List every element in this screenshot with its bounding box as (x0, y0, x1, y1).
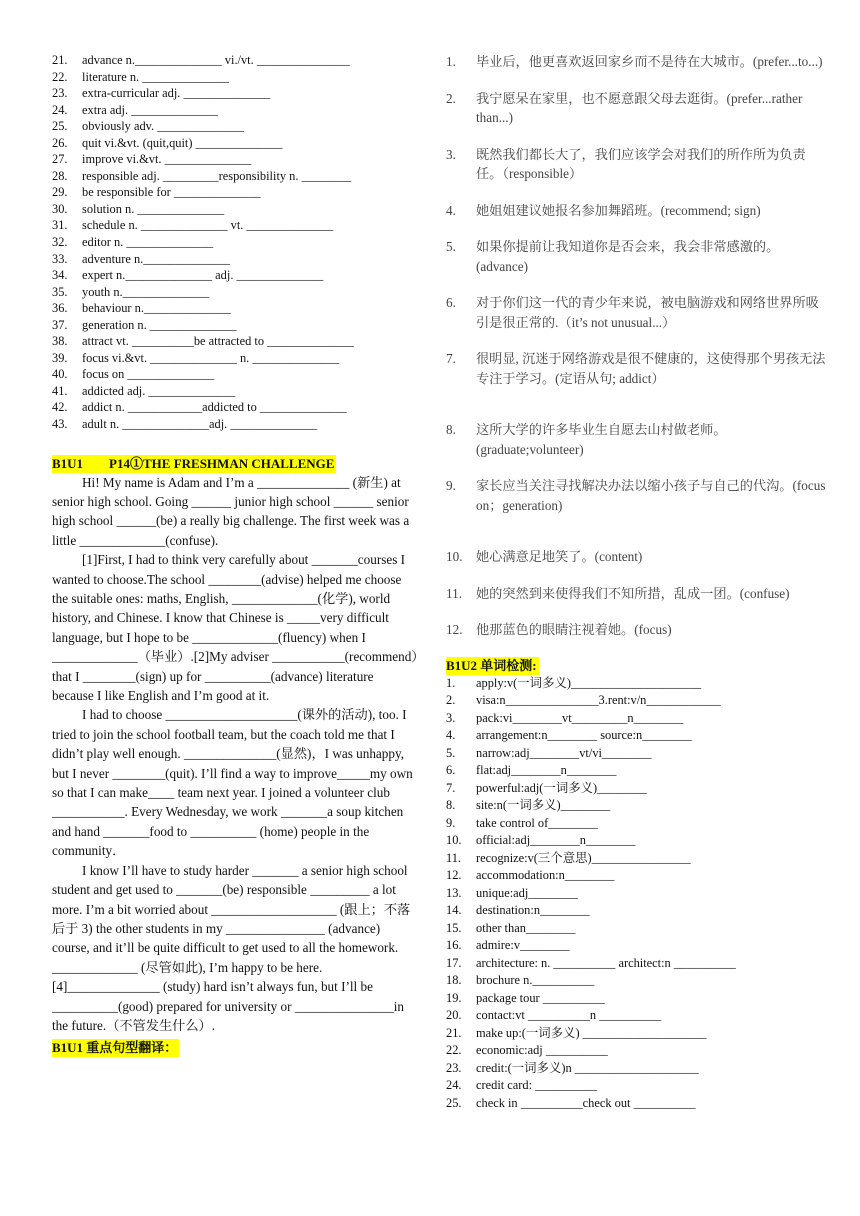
b1u2-vocab-item-number: 6. (446, 763, 456, 777)
passage-paragraph: Hi! My name is Adam and I’m a ______________ (新生) at senior high school. Going ______ junior high school ______ senior high school ______(be) a really big challenge. The first week was a little _____________(confuse). (52, 474, 410, 548)
vocab-item-number: 32. (52, 235, 68, 250)
vocab-item (52, 300, 418, 317)
b1u2-vocab-item-text: package tour __________ (476, 990, 605, 1005)
vocab-item-number: 30. (52, 201, 68, 216)
vocab-item (52, 317, 418, 334)
vocab-item-text: addict n. ____________addicted to ______________ (82, 400, 347, 415)
b1u2-vocab-item (446, 850, 826, 868)
translation-item-number: 1. (446, 54, 456, 69)
translation-item-text: 她的突然到来使得我们不知所措，乱成一团。(confuse) (476, 585, 790, 601)
b1u2-vocab-item (446, 692, 826, 710)
vocab-item (52, 69, 418, 86)
translation-item (446, 145, 826, 184)
translation-item-number: 8. (446, 422, 456, 437)
b1u2-vocab-item-text: powerful:adj(一词多义)________ (476, 780, 647, 795)
passage-body (52, 473, 418, 1036)
b1u2-vocab-item-number: 16. (446, 938, 462, 952)
vocab-item (52, 118, 418, 135)
b1u2-vocab-item (446, 902, 826, 920)
vocab-item-number: 33. (52, 251, 68, 266)
vocab-item-number: 28. (52, 168, 68, 183)
translation-item-text: 家长应当关注寻找解决办法以缩小孩子与自己的代沟。(focus on；generation) (476, 478, 826, 513)
vocab-item-text: addicted adj. ______________ (82, 383, 236, 398)
b1u2-vocab-item-number: 9. (446, 815, 456, 830)
b1u2-vocab-item-text: other than________ (476, 920, 576, 935)
vocab-item (52, 383, 418, 400)
b1u2-vocab-item (446, 920, 826, 938)
vocab-item-text: advance n.______________ vi./vt. _______________ (82, 53, 350, 67)
vocab-item-number: 36. (52, 301, 68, 316)
b1u2-vocab-item (446, 1025, 826, 1043)
vocab-item-number: 24. (52, 102, 68, 117)
b1u2-vocab-item-text: pack:vi________vt_________n________ (476, 710, 684, 725)
b1u2-vocab-item-text: arrangement:n________ source:n________ (476, 728, 692, 742)
vocab-item-text: responsible adj. _________responsibility n. ________ (82, 168, 352, 183)
vocab-item-number: 29. (52, 185, 68, 200)
vocab-item-number: 34. (52, 268, 68, 283)
b1u2-vocab-item-number: 13. (446, 885, 462, 900)
vocab-item-text: be responsible for ______________ (82, 185, 261, 200)
vocab-item-text: expert n.______________ adj. ______________ (82, 268, 324, 283)
translation-item-number: 5. (446, 239, 456, 254)
vocab-item-text: adult n. ______________adj. ______________ (82, 417, 318, 432)
b1u2-vocab-item-text: credit card: __________ (476, 1078, 598, 1092)
translation-item-text: 很明显, 沉迷于网络游戏是很不健康的，这使得那个男孩无法专注于学习。(定语从句; addict） (476, 351, 826, 386)
b1u2-vocab-item-number: 15. (446, 920, 462, 935)
b1u2-vocab-item-text: contact:vt __________n __________ (476, 1008, 662, 1022)
translation-item-number: 10. (446, 549, 463, 564)
translation-item-number: 2. (446, 90, 456, 106)
translation-item-number: 3. (446, 146, 456, 162)
b1u2-vocab-item (446, 937, 826, 955)
b1u2-vocab-item (446, 955, 826, 973)
vocab-item (52, 168, 418, 185)
vocab-item-number: 41. (52, 383, 68, 398)
left-column (52, 52, 418, 1057)
b1u2-vocab-item-text: destination:n________ (476, 903, 590, 917)
b1u2-vocab-item-number: 7. (446, 780, 456, 795)
translation-item-text: 毕业后，他更喜欢返回家乡而不是待在大城市。(prefer...to...) (476, 54, 823, 69)
translation-item-text: 她心满意足地笑了。(content) (476, 549, 643, 564)
translation-item-number: 9. (446, 478, 456, 493)
b1u2-vocab-item (446, 1077, 826, 1095)
b1u2-vocab-item-number: 23. (446, 1060, 462, 1075)
right-column (446, 52, 826, 1112)
vocab-item (52, 85, 418, 102)
b1u2-vocab-item (446, 762, 826, 780)
vocab-item-number: 25. (52, 119, 68, 134)
translation-item (446, 201, 826, 221)
b1u2-vocab-item-text: narrow:adj________vt/vi________ (476, 745, 652, 760)
b1u2-vocab-item-number: 19. (446, 990, 462, 1005)
b1u2-vocab-item (446, 797, 826, 815)
passage-paragraph: I had to choose ____________________(课外的活动), too. I tried to join the school football team, but the coach told me that I didn’t play well enough. ______________(显然)，I was unhappy, but I never ________(quit). I’ll find a way to improve_____my own so that I can make____ team next year. I joined a volunteer club ___________. Every Wednesday, we work _______a soup kitchen and hand _______food to __________ (home) people in the community． (52, 707, 413, 859)
translation-section-heading: B1U1 重点句型翻译： (52, 1040, 178, 1056)
vocab-item-text: editor n. ______________ (82, 235, 214, 250)
b1u2-vocab-item-text: architecture: n. __________ architect:n __________ (476, 955, 736, 970)
b1u2-vocab-item-text: admire:v________ (476, 938, 570, 952)
vocab-item (52, 333, 418, 350)
vocab-item-number: 42. (52, 400, 68, 415)
vocab-item (52, 234, 418, 251)
b1u2-vocab-item-text: take control of________ (476, 815, 598, 830)
b1u2-vocab-item (446, 990, 826, 1008)
b1u2-vocab-item (446, 710, 826, 728)
b1u2-vocab-item-text: credit:(一词多义)n ____________________ (476, 1060, 699, 1075)
vocab-item-number: 40. (52, 367, 68, 382)
vocab-item (52, 201, 418, 218)
translation-item (446, 584, 826, 604)
vocab-item-number: 26. (52, 135, 68, 150)
vocab-item-text: behaviour n.______________ (82, 301, 231, 316)
b1u2-vocab-item (446, 885, 826, 903)
vocab-item (52, 350, 418, 367)
translation-item-number: 4. (446, 202, 456, 218)
translation-item (446, 476, 826, 515)
b1u2-vocab-item-text: site:n(一词多义)________ (476, 798, 611, 812)
b1u2-vocab-item-text: recognize:v(三个意思)________________ (476, 850, 691, 865)
vocab-item-text: solution n. ______________ (82, 201, 225, 216)
vocab-item-number: 38. (52, 334, 68, 349)
b1u2-vocab-item-number: 22. (446, 1043, 462, 1057)
vocab-item (52, 416, 418, 433)
b1u2-vocab-item-text: apply:v(一词多义)_____________________ (476, 675, 702, 690)
b1u2-vocab-item-number: 10. (446, 833, 462, 847)
vocab-item (52, 217, 418, 234)
vocab-item-text: literature n. ______________ (82, 69, 229, 84)
b1u2-vocab-item-number: 21. (446, 1025, 462, 1040)
vocab-item (52, 184, 418, 201)
translation-item (446, 237, 826, 276)
b1u2-vocab-item-number: 2. (446, 693, 456, 707)
b1u2-vocab-item-number: 24. (446, 1078, 462, 1092)
vocab-list (52, 52, 418, 433)
b1u2-vocab-item-text: check in __________check out __________ (476, 1095, 696, 1110)
vocab-item (52, 102, 418, 119)
vocab-item (52, 366, 418, 383)
b1u2-vocab-item (446, 1095, 826, 1113)
translation-item-number: 11. (446, 585, 462, 601)
b1u2-vocab-item (446, 1007, 826, 1025)
vocab-item-number: 31. (52, 218, 68, 233)
translation-item (446, 420, 826, 459)
vocab-item-text: improve vi.&vt. ______________ (82, 152, 252, 167)
b1u2-vocab-item (446, 780, 826, 798)
b1u2-vocab-item-number: 8. (446, 798, 456, 812)
translation-item-text: 她姐姐建议她报名参加舞蹈班。(recommend; sign) (476, 202, 761, 218)
vocab-item (52, 151, 418, 168)
vocab-item-text: adventure n.______________ (82, 251, 230, 266)
b1u2-vocab-item (446, 1042, 826, 1060)
vocab-item-text: generation n. ______________ (82, 317, 237, 332)
translation-item-number: 12. (446, 622, 463, 637)
vocab-item-text: focus on ______________ (82, 367, 215, 382)
translation-item-number: 6. (446, 295, 456, 310)
passage-heading: B1U1 P14①THE FRESHMAN CHALLENGE (52, 455, 335, 471)
b1u2-vocab-item-number: 20. (446, 1008, 462, 1022)
vocab-item-text: obviously adv. ______________ (82, 119, 244, 134)
translation-item (446, 293, 826, 332)
vocab-item-number: 43. (52, 417, 68, 432)
translation-item-text: 这所大学的许多毕业生自愿去山村做老师。(graduate;volunteer) (476, 422, 727, 457)
vocab-item-text: schedule n. ______________ vt. ______________ (82, 218, 334, 233)
vocab-item-text: quit vi.&vt. (quit,quit) ______________ (82, 135, 283, 150)
vocab-item-number: 21. (52, 53, 68, 67)
b1u2-vocab-item (446, 815, 826, 833)
vocab-item-number: 37. (52, 317, 68, 332)
vocab-item (52, 135, 418, 152)
b1u2-vocab-item (446, 867, 826, 885)
translation-item-text: 既然我们都长大了，我们应该学会对我们的所作所为负责任。（responsible） (476, 146, 806, 181)
b1u2-vocab-list (446, 675, 826, 1113)
vocab-item-number: 39. (52, 350, 68, 365)
vocab-item-number: 22. (52, 69, 68, 84)
b1u2-vocab-item-text: make up:(一词多义) ____________________ (476, 1025, 707, 1040)
passage-paragraph: [1]First, I had to think very carefully about _______courses I wanted to choose.The school ________(advise) helped me choose the suitable ones: maths, English, _____________(化学), world history, and Chinese. I know that Chinese is _____very difficult language, but I hope to be _____________(fluency) when I _____________（毕业）.[2]My adviser ___________(recommend）that I ________(sign) up for __________(advance) literature because I like English and I’m good at it. (52, 552, 418, 704)
b1u2-vocab-item (446, 1060, 826, 1078)
b1u2-vocab-item-number: 11. (446, 850, 462, 865)
b1u2-heading: B1U2 单词检测: (446, 657, 537, 673)
b1u2-vocab-item-number: 14. (446, 903, 462, 917)
translation-item (446, 620, 826, 640)
translation-item (446, 89, 826, 128)
vocab-item-text: extra adj. ______________ (82, 102, 218, 117)
translation-item (446, 547, 826, 567)
vocab-item (52, 52, 418, 69)
b1u2-vocab-item-number: 5. (446, 745, 456, 760)
translation-item-number: 7. (446, 351, 456, 366)
vocab-item (52, 251, 418, 268)
b1u2-vocab-item-number: 12. (446, 868, 462, 882)
b1u2-vocab-item-number: 17. (446, 955, 462, 970)
b1u2-vocab-item-number: 4. (446, 728, 456, 742)
b1u2-vocab-item-text: accommodation:n________ (476, 868, 615, 882)
vocab-item (52, 267, 418, 284)
vocab-item-text: extra-curricular adj. ______________ (82, 86, 271, 101)
b1u2-vocab-item-number: 18. (446, 973, 462, 987)
translation-list (446, 52, 826, 640)
b1u2-vocab-item-text: unique:adj________ (476, 885, 578, 900)
b1u2-vocab-item (446, 832, 826, 850)
vocab-item (52, 399, 418, 416)
b1u2-vocab-item (446, 745, 826, 763)
b1u2-vocab-item-number: 1. (446, 675, 456, 690)
vocab-item-number: 35. (52, 284, 68, 299)
translation-item-text: 他那蓝色的眼睛注视着她。(focus) (476, 622, 672, 637)
vocab-item-number: 23. (52, 86, 68, 101)
b1u2-vocab-item-number: 3. (446, 710, 456, 725)
b1u2-vocab-item-text: flat:adj________n________ (476, 763, 617, 777)
translation-item-text: 如果你提前让我知道你是否会来，我会非常感激的。(advance) (476, 239, 780, 274)
b1u2-vocab-item-text: visa:n_______________3.rent:v/n____________ (476, 693, 721, 707)
translation-item-text: 我宁愿呆在家里，也不愿意跟父母去逛街。(prefer...rather than...) (476, 90, 803, 125)
translation-item (446, 52, 826, 72)
vocab-item-text: attract vt. __________be attracted to ______________ (82, 334, 354, 349)
b1u2-vocab-item-number: 25. (446, 1095, 462, 1110)
b1u2-vocab-item-text: brochure n.__________ (476, 973, 595, 987)
passage-paragraph: I know I’ll have to study harder _______ a senior high school student and get used to _______(be) responsible _________ a lot more. I’m a bit worried about ___________________ (跟上；不落后于 3) the other students in my _______________ (advance) course, and it’ll be quite difficult to get used to all the homework. _____________ (尽管如此), I’m happy to be here.[4]______________ (study) hard isn’t always fun, but I’ll be __________(good) prepared for university or _______________in the future.（不管发生什么）. (52, 862, 411, 1033)
b1u2-vocab-item (446, 972, 826, 990)
b1u2-vocab-item-text: official:adj________n________ (476, 833, 636, 847)
vocab-item-text: youth n.______________ (82, 284, 210, 299)
vocab-item (52, 284, 418, 301)
translation-item (446, 349, 826, 388)
vocab-item-number: 27. (52, 152, 68, 167)
b1u2-vocab-item (446, 727, 826, 745)
b1u2-vocab-item-text: economic:adj __________ (476, 1043, 608, 1057)
vocab-item-text: focus vi.&vt. ______________ n. ______________ (82, 350, 340, 365)
translation-item-text: 对于你们这一代的青少年来说，被电脑游戏和网络世界所吸引是很正常的.（it’s not unusual...） (476, 295, 819, 330)
b1u2-vocab-item (446, 675, 826, 693)
